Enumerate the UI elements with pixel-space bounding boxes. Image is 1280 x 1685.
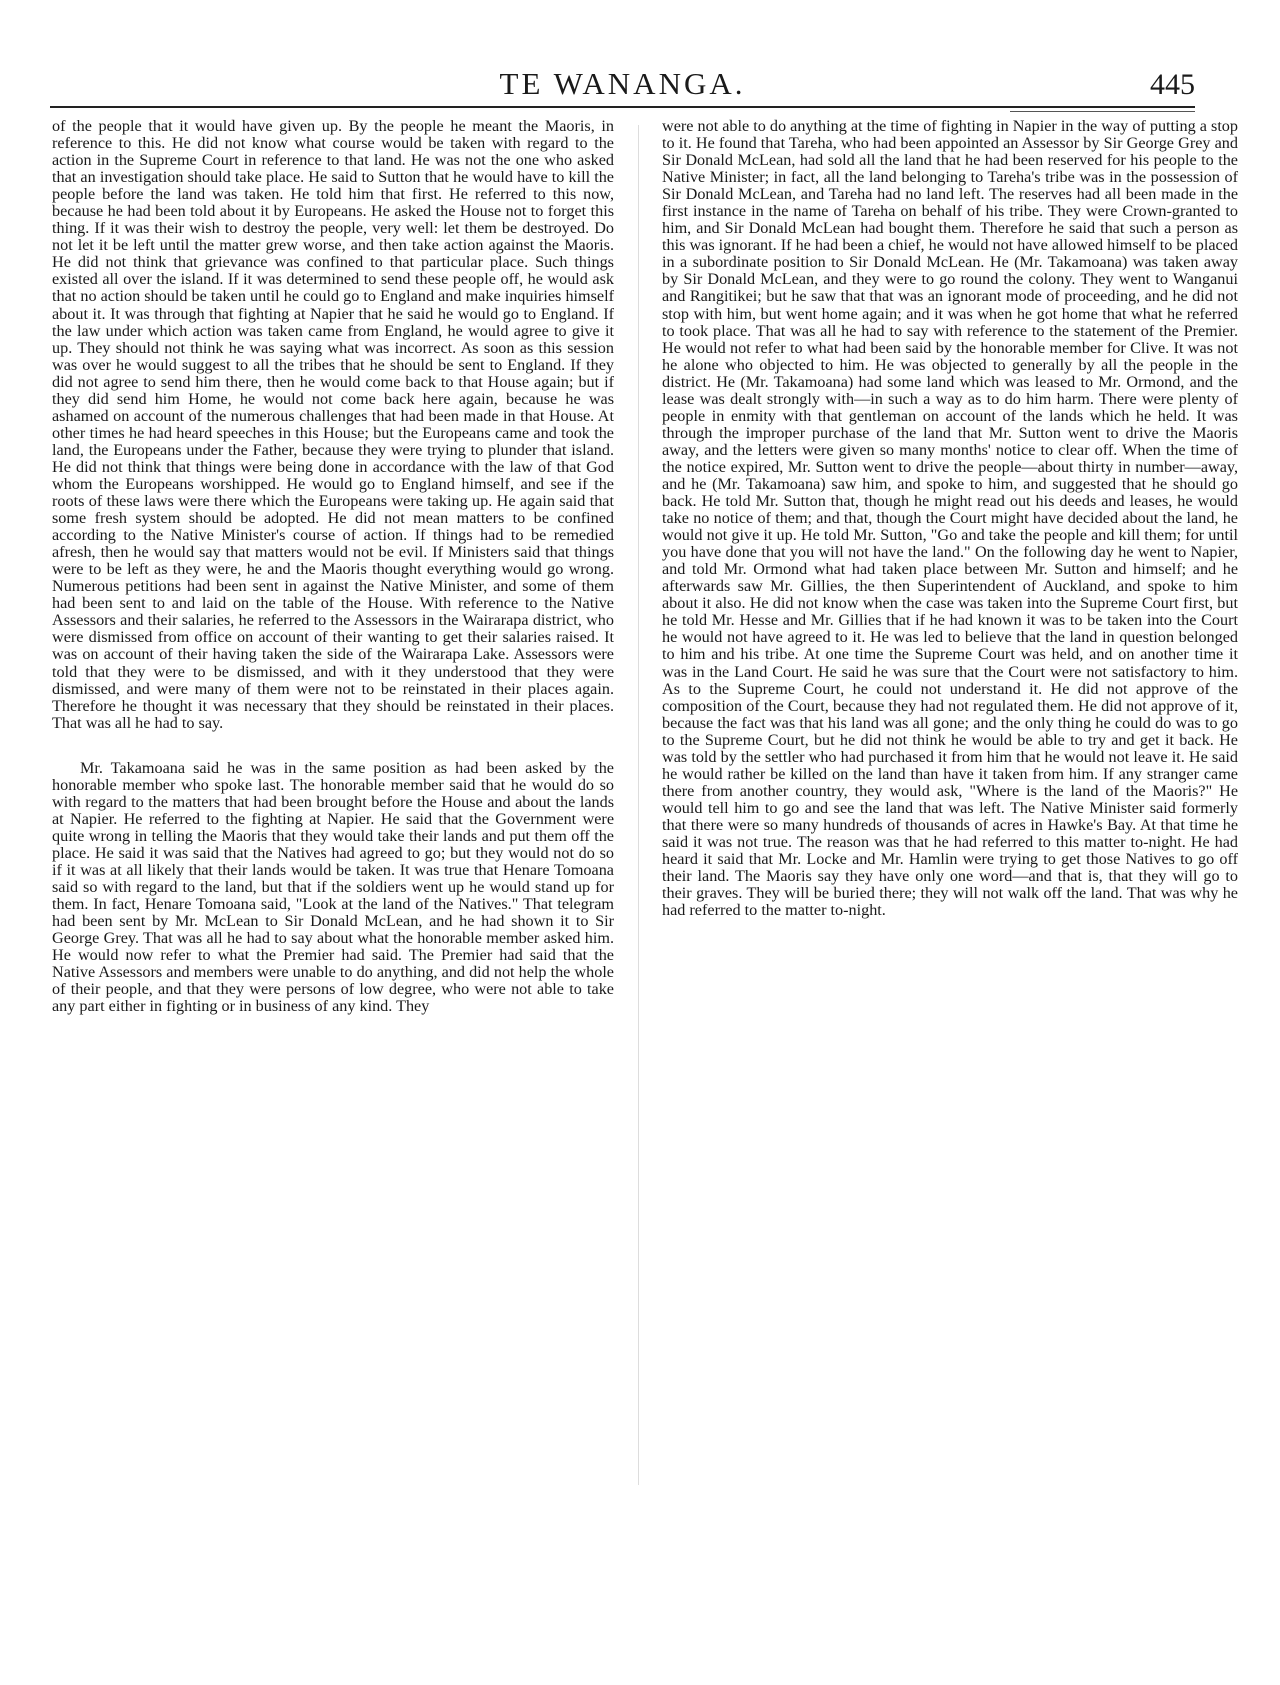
right-column xyxy=(662,118,1238,919)
left-column xyxy=(52,118,614,1015)
header-subrule xyxy=(1010,111,1195,112)
page-number: 445 xyxy=(1150,68,1195,101)
header-rule xyxy=(50,106,1195,108)
left-column-paragraph-1: of the people that it would have given up. By the people he meant the Maoris, in reference to this. He did not know what course would be taken with regard to the action in the Supreme Court in reference to that land. He was not the one who asked that an investigation should take place. He said to Sutton that he would have to kill the people before the land was taken. He told him that first. He referred to this now, because he had been told about it by Europeans. He asked the House not to forget this thing. If it was their wish to destroy the people, very well: let them be destroyed. Do not let it be left until the matter grew worse, and then take action against the Maoris. He did not think that grievance was confined to that particular place. Such things existed all over the island. If it was determined to send these people off, he would ask that no action should be taken until he could go to England and make inquiries himself about it. It was through that fighting at Napier that he said he would go to England. If the law under which action was taken came from England, he would agree to give it up. They should not think he was saying what was incorrect. As soon as this session was over he would suggest to all the tribes that he should be sent to England. If they did not agree to send him there, then he would come back to that House again; but if they did send him Home, he would not come back here again, because he was ashamed on account of the numerous challenges that had been made in that House. At other times he had heard speeches in this House; but the Europeans came and took the land, the Europeans under the Father, because they were trying to plunder that island. He did not think that things were being done in accordance with the law of that God whom the Europeans worshipped. He would go to England himself, and see if the roots of these laws were there which the Europeans were taking up. He again said that some fresh system should be adopted. He did not mean matters to be confined according to the Native Minister's course of action. If things had to be remedied afresh, then he would say that matters would not be evil. If Ministers said that things were to be left as they were, he and the Maoris thought everything would go wrong. Numerous petitions had been sent in against the Native Minister, and some of them had been sent to and laid on the table of the House. With reference to the Native Assessors and their salaries, he referred to the Assessors in the Wairarapa district, who were dismissed from office on account of their wanting to get their salaries raised. It was on account of their having taken the side of the Wairarapa Lake. Assessors were told that they were to be dismissed, and with it they understood that they were dismissed, and were many of them were not to be reinstated in their places again. Therefore he thought it was necessary that they should be reinstated in their places. That was all he had to say. xyxy=(52,117,614,732)
masthead-title: TE WANANGA. xyxy=(499,66,746,101)
left-column-paragraph-2: Mr. Takamoana said he was in the same position as had been asked by the honorable member who spoke last. The honorable member said that he would do so with regard to the matters that had been brought before the House and about the lands at Napier. He referred to the fighting at Napier. He said that the Government were quite wrong in telling the Maoris that they would take their lands and put them off the place. He said it was said that the Natives had agreed to go; but they would not do so if it was at all likely that their lands would be taken. It was true that Henare Tomoana said so with regard to the land, but that if the soldiers went up he would stand up for them. In fact, Henare Tomoana said, "Look at the land of the Natives." That telegram had been sent by Mr. McLean to Sir Donald McLean, and he had shown it to Sir George Grey. That was all he had to say about what the honorable member asked him. He would now refer to what the Premier had said. The Premier had said that the Native Assessors and members were unable to do anything, and did not help the whole of their people, and that they were persons of low degree, who were not able to take any part either in fighting or in business of any kind. They xyxy=(52,758,614,1016)
page-header xyxy=(50,66,1195,106)
column-divider xyxy=(638,125,639,1485)
right-column-paragraph-1: were not able to do anything at the time of fighting in Napier in the way of putting a stop to it. He found that Tareha, who had been appointed an Assessor by Sir George Grey and Sir Donald McLean, had sold all the land that he had been reserved for his people to the Native Minister; in fact, all the land belonging to Tareha's tribe was in the possession of Sir Donald McLean, and Tareha had no land left. The reserves had all been made in the first instance in the name of Tareha on behalf of his tribe. They were Crown-granted to him, and Sir Donald McLean had bought them. Therefore he said that such a person as this was ignorant. If he had been a chief, he would not have allowed himself to be placed in a subordinate position to Sir Donald McLean. He (Mr. Takamoana) was taken away by Sir Donald McLean, and they were to go round the colony. They went to Wanganui and Rangitikei; but he saw that that was an ignorant mode of proceeding, and he did not stop with him, but went home again; and it was when he got home that what he referred to took place. That was all he had to say with reference to the statement of the Premier. He would not refer to what had been said by the honorable member for Clive. It was not he alone who objected to him. He was objected to generally by all the people in the district. He (Mr. Takamoana) had some land which was leased to Mr. Ormond, and the lease was dealt strongly with—in such a way as to do him harm. There were plenty of people in enmity with that gentleman on account of the lands which he held. It was through the improper purchase of the land that Mr. Sutton went to drive the Maoris away, and the letters were given so many months' notice to clear off. When the time of the notice expired, Mr. Sutton went to drive the people—about thirty in number—away, and he (Mr. Takamoana) saw him, and spoke to him, and suggested that he should go back. He told Mr. Sutton that, though he might read out his deeds and leases, he would take no notice of them; and that, though the Court might have decided about the land, he would not give it up. He told Mr. Sutton, "Go and take the people and kill them; for until you have done that you will not have the land." On the following day he went to Napier, and told Mr. Ormond what had taken place between Mr. Sutton and himself; and he afterwards saw Mr. Gillies, the then Superintendent of Auckland, and spoke to him about it also. He did not know when the case was taken into the Supreme Court first, but he told Mr. Hesse and Mr. Gillies that if he had known it was to be taken into the Court he would not have agreed to it. He was led to believe that the land in question belonged to him and his tribe. At one time the Supreme Court was held, and on another time it was in the Land Court. He said he was sure that the Court were not satisfactory to him. As to the Supreme Court, he could not understand it. He did not approve of the composition of the Court, because they had not regulated them. He did not approve of it, because the fact was that his land was all gone; and the only thing he could do was to go to the Supreme Court, but he did not think he would be able to try and get it back. He was told by the settler who had purchased it from him that he would not leave it. He said he would rather be killed on the land than have it taken from him. If any stranger came there from another country, they would ask, "Where is the land of the Maoris?" He would tell him to go and see the land that was left. The Native Minister said formerly that there were so many hundreds of thousands of acres in Hawke's Bay. At that time he said it was not true. The reason was that he had referred to this matter to-night. He had heard it said that Mr. Locke and Mr. Hamlin were trying to get those Natives to go off their land. The Maoris say they have only one word—and that is, that they will go to their graves. They will be buried there; they will not walk off the land. That was why he had referred to the matter to-night. xyxy=(662,117,1238,920)
